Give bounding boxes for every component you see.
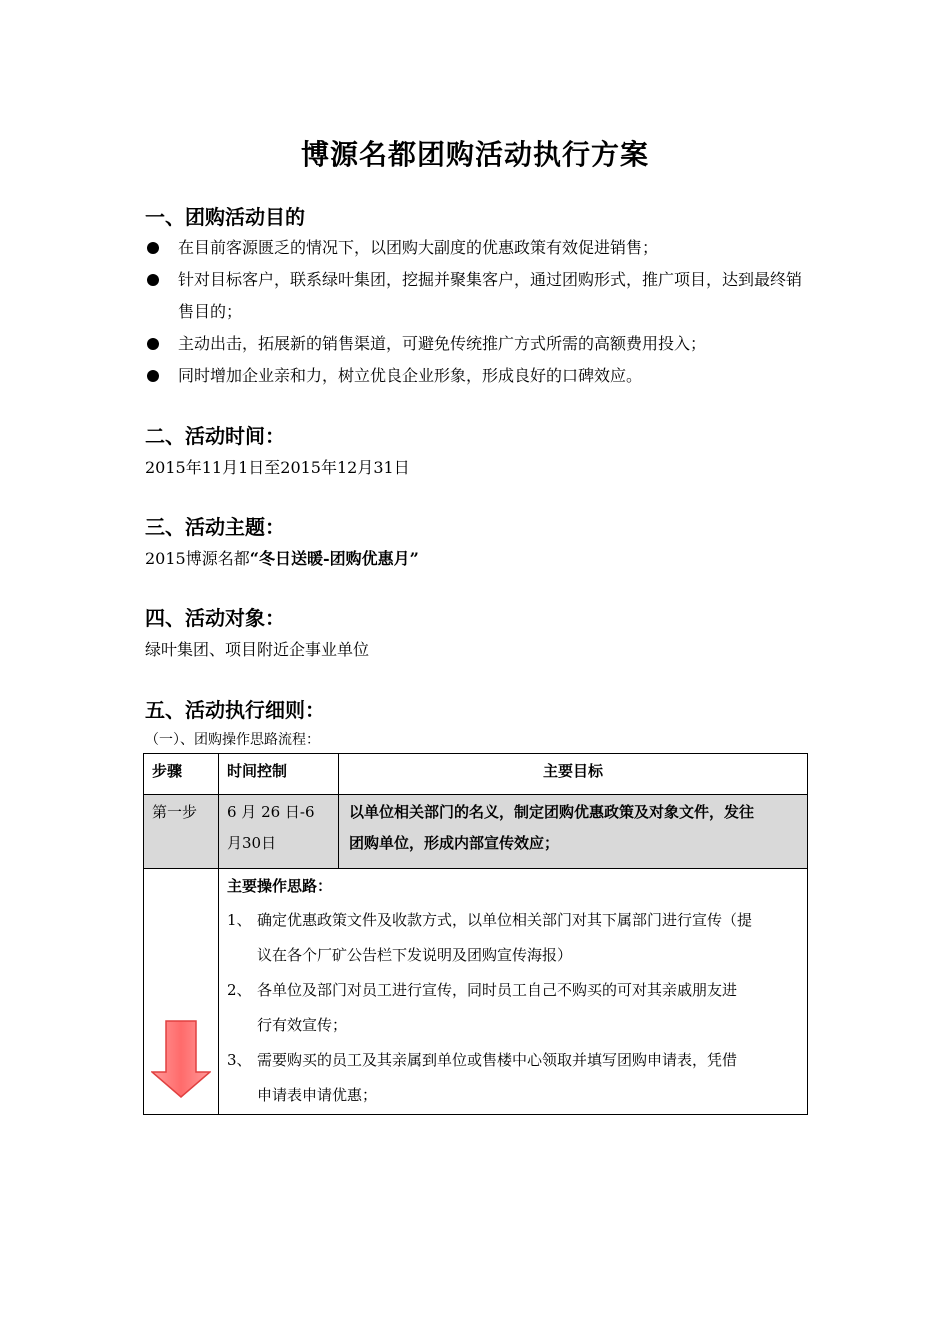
ops-item-line: 确定优惠政策文件及收款方式，以单位相关部门对其下属部门进行宣传（提 bbox=[257, 911, 753, 929]
table-header-row bbox=[144, 754, 808, 795]
bullet-icon bbox=[147, 274, 159, 286]
bullet-icon bbox=[147, 242, 159, 254]
ops-item-line: 行有效宣传； bbox=[257, 1016, 348, 1034]
list-item bbox=[227, 973, 799, 1043]
process-table bbox=[143, 753, 808, 1115]
ops-heading: 主要操作思路： bbox=[227, 877, 333, 895]
activity-target-text: 绿叶集团、项目附近企事业单位 bbox=[145, 640, 370, 659]
time-cell bbox=[219, 795, 339, 869]
ops-cell bbox=[219, 869, 808, 1115]
ops-item-number: 3、 bbox=[227, 1051, 252, 1069]
theme-prefix: 2015博源名都 bbox=[145, 549, 250, 568]
time-line: 月30日 bbox=[227, 834, 277, 852]
header-goal: 主要目标 bbox=[339, 754, 808, 795]
section-heading-time: 二、活动时间： bbox=[145, 424, 285, 448]
down-arrow-svg bbox=[151, 1020, 211, 1098]
section-heading-target: 四、活动对象： bbox=[145, 606, 285, 630]
bullet-text: 在目前客源匮乏的情况下，以团购大副度的优惠政策有效促进销售； bbox=[178, 238, 659, 257]
header-time: 时间控制 bbox=[219, 754, 339, 795]
ops-item-line: 需要购买的员工及其亲属到单位或售楼中心领取并填写团购申请表，凭借 bbox=[257, 1051, 738, 1069]
header-step: 步骤 bbox=[144, 754, 219, 795]
ops-item-number: 2、 bbox=[227, 981, 252, 999]
activity-time-text: 2015年11月1日至2015年12月31日 bbox=[145, 458, 410, 477]
section-heading-rules: 五、活动执行细则： bbox=[145, 698, 325, 722]
bullet-text: 主动出击，拓展新的销售渠道，可避免传统推广方式所需的高额费用投入； bbox=[178, 334, 707, 353]
list-item bbox=[227, 1043, 799, 1113]
ops-item-line: 各单位及部门对员工进行宣传，同时员工自己不购买的可对其亲戚朋友进 bbox=[257, 981, 738, 999]
down-arrow-icon bbox=[151, 1020, 211, 1098]
list-item bbox=[145, 232, 815, 264]
bullet-icon bbox=[147, 338, 159, 350]
purpose-bullet-list bbox=[145, 232, 815, 392]
goal-line: 团购单位，形成内部宣传效应； bbox=[349, 834, 560, 852]
bullet-text: 针对目标客户，联系绿叶集团，挖掘并聚集客户，通过团购形式，推广项目，达到最终销售目的； bbox=[178, 270, 803, 321]
activity-theme-text bbox=[145, 546, 419, 569]
bullet-icon bbox=[147, 370, 159, 382]
subsection-label: （一）、团购操作思路流程： bbox=[145, 732, 320, 748]
section-heading-purpose: 一、团购活动目的 bbox=[145, 205, 305, 229]
table-row bbox=[144, 869, 808, 1115]
theme-quote: “冬日送暖-团购优惠月” bbox=[249, 549, 419, 568]
step-cell: 第一步 bbox=[144, 795, 219, 869]
ops-item-line: 申请表申请优惠； bbox=[257, 1086, 378, 1104]
document-title: 博源名都团购活动执行方案 bbox=[300, 138, 649, 171]
ops-item-line: 议在各个厂矿公告栏下发说明及团购宣传海报） bbox=[257, 946, 573, 964]
goal-cell bbox=[339, 795, 808, 869]
table-row bbox=[144, 795, 808, 869]
list-item bbox=[145, 264, 815, 328]
time-line: 6 月 26 日-6 bbox=[227, 803, 315, 821]
bullet-text: 同时增加企业亲和力，树立优良企业形象，形成良好的口碑效应。 bbox=[178, 366, 643, 385]
list-item bbox=[145, 328, 815, 360]
section-heading-theme: 三、活动主题： bbox=[145, 515, 285, 539]
ops-item-number: 1、 bbox=[227, 911, 252, 929]
goal-line: 以单位相关部门的名义，制定团购优惠政策及对象文件，发往 bbox=[349, 803, 755, 821]
list-item bbox=[227, 903, 799, 973]
list-item bbox=[145, 360, 815, 392]
